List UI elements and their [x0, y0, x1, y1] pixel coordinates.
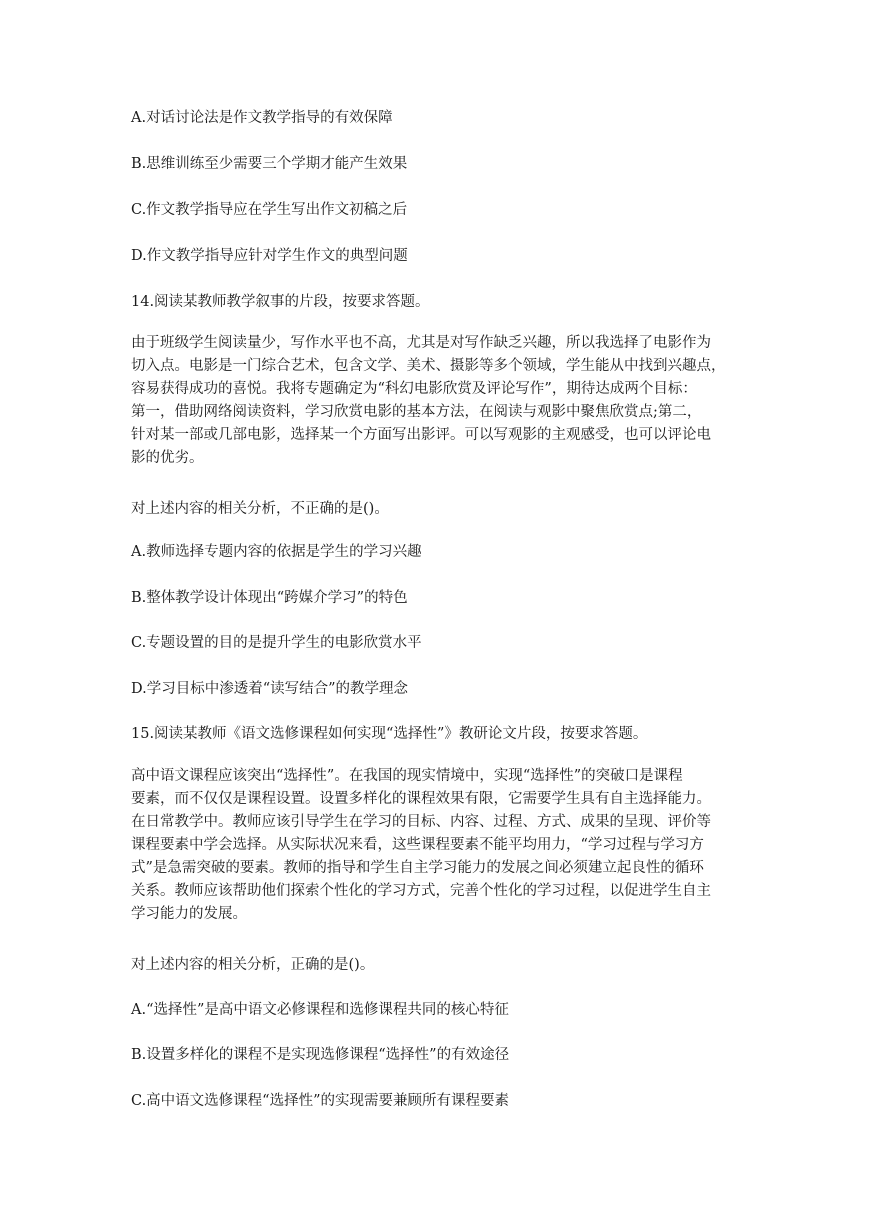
q15-passage-line: 关系。教师应该帮助他们探索个性化的学习方式，完善个性化的学习过程，以促进学生自主 — [131, 883, 711, 899]
q14-stem: 14.阅读某教师教学叙事的片段，按要求答题。 — [131, 294, 430, 310]
q15-passage-line: 课程要素中学会选择。从实际状况来看，这些课程要素不能平均用力，“学习过程与学习方 — [131, 837, 704, 853]
q13-option-d: D.作文教学指导应针对学生作文的典型问题 — [131, 248, 408, 264]
q15-passage-line: 要素，而不仅仅是课程设置。设置多样化的课程效果有限，它需要学生具有自主选择能力。 — [131, 791, 711, 807]
q14-passage-line: 切入点。电影是一门综合艺术，包含文学、美术、摄影等多个领域，学生能从中找到兴趣点， — [131, 358, 726, 374]
q14-option-b: B.整体教学设计体现出“跨媒介学习”的特色 — [131, 590, 408, 606]
q13-option-b: B.思维训练至少需要三个学期才能产生效果 — [131, 156, 408, 172]
q14-passage — [131, 332, 741, 470]
q14-passage-line: 容易获得成功的喜悦。我将专题确定为“科幻电影欣赏及评论写作”，期待达成两个目标： — [131, 381, 697, 397]
q15-option-c: C.高中语文选修课程“选择性”的实现需要兼顾所有课程要素 — [131, 1093, 510, 1109]
q15-stem: 15.阅读某教师《语文选修课程如何实现“选择性”》教研论文片段，按要求答题。 — [131, 726, 648, 742]
q14-passage-line: 针对某一部或几部电影，选择某一个方面写出影评。可以写观影的主观感受，也可以评论电 — [131, 427, 711, 443]
q15-question: 对上述内容的相关分析，正确的是()。 — [131, 957, 375, 973]
q14-passage-line: 由于班级学生阅读量少，写作水平也不高，尤其是对写作缺乏兴趣，所以我选择了电影作为 — [131, 335, 711, 351]
q15-passage-line: 式”是急需突破的要素。教师的指导和学生自主学习能力的发展之间必须建立起良性的循环 — [131, 860, 704, 876]
q15-passage-line: 在日常教学中。教师应该引导学生在学习的目标、内容、过程、方式、成果的呈现、评价等 — [131, 814, 711, 830]
q13-option-a: A.对话讨论法是作文教学指导的有效保障 — [131, 110, 393, 126]
q14-question: 对上述内容的相关分析，不正确的是()。 — [131, 501, 389, 517]
q15-passage-line: 高中语文课程应该突出“选择性”。在我国的现实情境中，实现“选择性”的突破口是课程 — [131, 768, 683, 784]
q14-passage-line: 影的优劣。 — [131, 450, 204, 466]
q14-option-c: C.专题设置的目的是提升学生的电影欣赏水平 — [131, 635, 422, 651]
q15-option-b: B.设置多样化的课程不是实现选修课程“选择性”的有效途径 — [131, 1047, 510, 1063]
q15-passage — [131, 765, 741, 926]
q15-passage-line: 学习能力的发展。 — [131, 906, 247, 922]
q14-option-a: A.教师选择专题内容的依据是学生的学习兴趣 — [131, 544, 422, 560]
q15-option-a: A.“选择性”是高中语文必修课程和选修课程共同的核心特征 — [131, 1002, 509, 1018]
q14-passage-line: 第一，借助网络阅读资料，学习欣赏电影的基本方法，在阅读与观影中聚焦欣赏点;第二， — [131, 404, 702, 420]
q14-option-d: D.学习目标中渗透着“读写结合”的教学理念 — [131, 681, 409, 697]
q13-option-c: C.作文教学指导应在学生写出作文初稿之后 — [131, 202, 408, 218]
